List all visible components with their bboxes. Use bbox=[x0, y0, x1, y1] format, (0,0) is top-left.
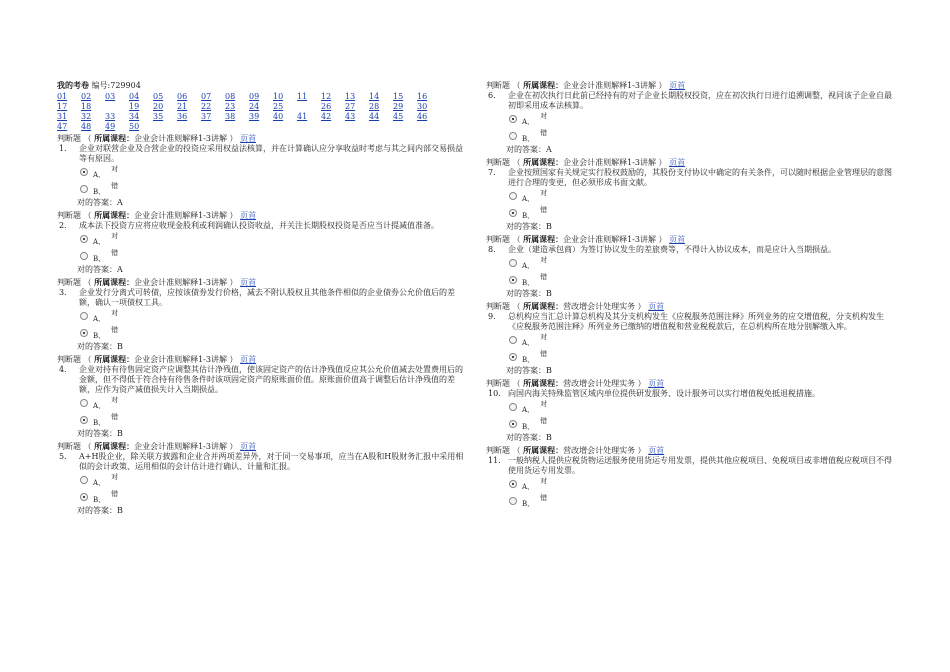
paren-close: ） bbox=[229, 211, 241, 220]
option-key: B、 bbox=[522, 135, 535, 143]
course-name: 企业会计准则解释1-3讲解 bbox=[563, 158, 659, 167]
question-number: 2. bbox=[59, 221, 67, 230]
paren-close: ） bbox=[658, 81, 670, 90]
option-text: 对 bbox=[111, 309, 119, 317]
question-text: 向国内海关特殊监管区域内单位提供研发服务、设计服务可以实行增值税免抵退税措施。 bbox=[508, 389, 820, 398]
option-a[interactable] bbox=[509, 332, 896, 349]
option-text: 对 bbox=[540, 256, 548, 264]
question bbox=[57, 210, 467, 276]
option-key: B、 bbox=[93, 496, 106, 504]
nav-gap bbox=[105, 102, 129, 112]
option-key: B、 bbox=[522, 212, 535, 220]
course-name: 企业会计准则解释1-3讲解 bbox=[134, 278, 230, 287]
radio-option-a[interactable] bbox=[80, 168, 88, 176]
question-number: 8. bbox=[488, 245, 496, 254]
question-link-08[interactable]: 08 bbox=[225, 92, 236, 101]
option-a[interactable] bbox=[509, 476, 896, 493]
top-link[interactable]: 页首 bbox=[240, 442, 257, 451]
question-header bbox=[486, 157, 896, 168]
question-header bbox=[486, 378, 896, 389]
question-type: 判断题 bbox=[486, 81, 513, 90]
question-link-04[interactable]: 04 bbox=[129, 92, 140, 101]
question-link-05[interactable]: 05 bbox=[153, 92, 164, 101]
question-link-38[interactable]: 38 bbox=[225, 112, 236, 121]
option-text: 错 bbox=[111, 413, 119, 421]
question-body bbox=[57, 221, 467, 231]
radio-option-b[interactable] bbox=[80, 493, 88, 501]
question-link-03[interactable]: 03 bbox=[105, 92, 116, 101]
course-label: 所属课程： bbox=[523, 157, 564, 167]
paren-open: （ bbox=[83, 278, 95, 287]
question-number: 10. bbox=[488, 389, 501, 398]
paren-open: （ bbox=[512, 446, 524, 455]
question-header bbox=[57, 133, 467, 144]
question-link-29[interactable]: 29 bbox=[393, 102, 404, 111]
question bbox=[486, 445, 896, 510]
question-link-02[interactable]: 02 bbox=[81, 92, 92, 101]
question-link-15[interactable]: 15 bbox=[393, 92, 404, 101]
question-link-31[interactable]: 31 bbox=[57, 112, 68, 121]
option-text: 错 bbox=[540, 494, 548, 502]
option-key: A、 bbox=[93, 171, 106, 179]
radio-option-b[interactable] bbox=[509, 209, 517, 217]
option-text: 对 bbox=[540, 189, 548, 197]
question-type: 判断题 bbox=[486, 302, 513, 311]
option-key: B、 bbox=[522, 423, 535, 431]
option-a[interactable] bbox=[80, 231, 467, 248]
question-type: 判断题 bbox=[486, 446, 513, 455]
option-a[interactable] bbox=[509, 399, 896, 416]
course-label: 所属课程： bbox=[523, 445, 564, 455]
question-link-36[interactable]: 36 bbox=[177, 112, 188, 121]
question bbox=[57, 354, 467, 440]
option-key: B、 bbox=[93, 188, 106, 196]
correct-answer: 对的答案：B bbox=[506, 222, 552, 231]
question-link-24[interactable]: 24 bbox=[249, 102, 260, 111]
question-link-32[interactable]: 32 bbox=[81, 112, 92, 121]
option-key: A、 bbox=[522, 195, 535, 203]
question-link-16[interactable]: 16 bbox=[417, 92, 428, 101]
option-text: 错 bbox=[111, 182, 119, 190]
question-link-46[interactable]: 46 bbox=[417, 112, 428, 121]
question-text: 成本法下投资方应将应收现金股利或利润确认投资收益，并关注长期股权投资是否应当计提减值准备。 bbox=[79, 221, 439, 230]
question bbox=[486, 234, 896, 300]
right-column bbox=[486, 80, 896, 511]
correct-answer: 对的答案：A bbox=[77, 265, 123, 274]
question-body bbox=[486, 168, 896, 188]
question-number: 4. bbox=[59, 365, 67, 374]
question bbox=[486, 80, 896, 156]
option-key: B、 bbox=[522, 279, 535, 287]
paren-close: ） bbox=[229, 134, 241, 143]
question-header bbox=[57, 354, 467, 365]
option-key: A、 bbox=[93, 238, 106, 246]
option-text: 错 bbox=[540, 206, 548, 214]
course-name: 企业会计准则解释1-3讲解 bbox=[134, 442, 230, 451]
question-link-49[interactable]: 49 bbox=[105, 122, 116, 131]
option-key: B、 bbox=[522, 500, 535, 508]
question-link-01[interactable]: 01 bbox=[57, 92, 68, 101]
option-a[interactable] bbox=[509, 255, 896, 272]
option-key: A、 bbox=[522, 339, 535, 347]
option-text: 对 bbox=[540, 400, 548, 408]
top-link[interactable]: 页首 bbox=[240, 134, 257, 143]
question-number: 1. bbox=[59, 144, 67, 153]
course-name: 营改增会计处理实务 bbox=[563, 302, 638, 311]
radio-option-a[interactable] bbox=[80, 235, 88, 243]
radio-option-b[interactable] bbox=[80, 252, 88, 260]
radio-option-b[interactable] bbox=[80, 329, 88, 337]
radio-option-a[interactable] bbox=[509, 403, 517, 411]
question-body bbox=[57, 452, 467, 472]
paren-open: （ bbox=[83, 211, 95, 220]
paren-open: （ bbox=[83, 355, 95, 364]
question-link-23[interactable]: 23 bbox=[225, 102, 236, 111]
option-text: 对 bbox=[111, 232, 119, 240]
question-link-41[interactable]: 41 bbox=[297, 112, 308, 121]
course-name: 企业会计准则解释1-3讲解 bbox=[563, 81, 659, 90]
question-body bbox=[486, 91, 896, 111]
question-type: 判断题 bbox=[486, 379, 513, 388]
option-key: B、 bbox=[93, 255, 106, 263]
option-text: 对 bbox=[540, 112, 548, 120]
course-name: 企业会计准则解释1-3讲解 bbox=[134, 134, 230, 143]
exam-header bbox=[57, 80, 467, 91]
top-link[interactable]: 页首 bbox=[648, 302, 665, 311]
option-a[interactable] bbox=[80, 164, 467, 181]
option-b[interactable] bbox=[80, 412, 467, 429]
question-type: 判断题 bbox=[57, 442, 84, 451]
question-link-48[interactable]: 48 bbox=[81, 122, 92, 131]
course-name: 企业会计准则解释1-3讲解 bbox=[134, 355, 230, 364]
correct-answer: 对的答案：B bbox=[506, 433, 552, 442]
paren-close: ） bbox=[637, 302, 649, 311]
question-number: 7. bbox=[488, 168, 496, 177]
question-body bbox=[486, 245, 896, 255]
correct-answer: 对的答案：B bbox=[506, 289, 552, 298]
question-text: 总机构应当汇总计算总机构及其分支机构发生《应税服务范围注释》所列业务的应交增值税，分支机构发生《应税服务范围注释》所列业务已缴纳的增值税和营业税税款后，在总机构所在地分别解缴入库。 bbox=[508, 312, 884, 331]
radio-option-a[interactable] bbox=[509, 115, 517, 123]
radio-option-a[interactable] bbox=[509, 480, 517, 488]
question bbox=[57, 441, 467, 517]
option-text: 对 bbox=[111, 396, 119, 404]
nav-gap bbox=[297, 102, 321, 112]
radio-option-b[interactable] bbox=[509, 420, 517, 428]
paren-open: （ bbox=[83, 134, 95, 143]
option-key: A、 bbox=[93, 479, 106, 487]
option-text: 对 bbox=[540, 333, 548, 341]
question-number: 6. bbox=[488, 91, 496, 100]
question-link-47[interactable]: 47 bbox=[57, 122, 68, 131]
course-label: 所属课程： bbox=[523, 80, 564, 90]
question-text: 企业按照国家有关规定实行股权鼓励的，其股份支付协议中确定的有关条件，可以随时根据企业管理层的意图进行合理的变更，但必须形成书面文献。 bbox=[508, 168, 892, 187]
question-link-10[interactable]: 10 bbox=[273, 92, 284, 101]
question bbox=[486, 157, 896, 233]
question-type: 判断题 bbox=[57, 355, 84, 364]
question-link-30[interactable]: 30 bbox=[417, 102, 428, 111]
option-b[interactable] bbox=[80, 248, 467, 265]
radio-option-b[interactable] bbox=[509, 353, 517, 361]
question-type: 判断题 bbox=[57, 278, 84, 287]
question-type: 判断题 bbox=[486, 235, 513, 244]
question-header bbox=[486, 234, 896, 245]
correct-answer: 对的答案：B bbox=[77, 506, 123, 515]
paren-open: （ bbox=[512, 81, 524, 90]
exam-code: 编号:729904 bbox=[91, 81, 141, 90]
course-name: 营改增会计处理实务 bbox=[563, 446, 638, 455]
course-label: 所属课程： bbox=[94, 133, 135, 143]
correct-answer: 对的答案：A bbox=[506, 145, 552, 154]
option-text: 错 bbox=[111, 326, 119, 334]
question-link-44[interactable]: 44 bbox=[369, 112, 380, 121]
top-link[interactable]: 页首 bbox=[669, 235, 686, 244]
question-type: 判断题 bbox=[486, 158, 513, 167]
paren-close: ） bbox=[637, 379, 649, 388]
question-link-18[interactable]: 18 bbox=[81, 102, 92, 111]
question-text: 企业对联营企业及合营企业的投资应采用权益法核算，并在计算确认应分享收益时考虑与其之间内部交易损益等有原因。 bbox=[79, 144, 463, 163]
option-key: A、 bbox=[522, 118, 535, 126]
paren-open: （ bbox=[83, 442, 95, 451]
correct-answer: 对的答案：B bbox=[77, 429, 123, 438]
question-link-22[interactable]: 22 bbox=[201, 102, 212, 111]
course-label: 所属课程： bbox=[523, 234, 564, 244]
question-body bbox=[57, 365, 467, 395]
radio-option-a[interactable] bbox=[80, 476, 88, 484]
correct-answer: 对的答案：A bbox=[77, 198, 123, 207]
question-link-13[interactable]: 13 bbox=[345, 92, 356, 101]
question-link-25[interactable]: 25 bbox=[273, 102, 284, 111]
option-a[interactable] bbox=[80, 472, 467, 489]
question-header bbox=[486, 301, 896, 312]
radio-option-a[interactable] bbox=[509, 259, 517, 267]
question-type: 判断题 bbox=[57, 134, 84, 143]
question-link-35[interactable]: 35 bbox=[153, 112, 164, 121]
question-link-17[interactable]: 17 bbox=[57, 102, 68, 111]
option-a[interactable] bbox=[80, 308, 467, 325]
course-label: 所属课程： bbox=[94, 277, 135, 287]
course-name: 企业会计准则解释1-3讲解 bbox=[563, 235, 659, 244]
question-link-20[interactable]: 20 bbox=[153, 102, 164, 111]
top-link[interactable]: 页首 bbox=[648, 446, 665, 455]
question-header bbox=[486, 80, 896, 91]
question bbox=[57, 277, 467, 353]
option-key: A、 bbox=[93, 315, 106, 323]
option-b[interactable] bbox=[509, 416, 896, 433]
question-link-21[interactable]: 21 bbox=[177, 102, 188, 111]
option-b[interactable] bbox=[509, 205, 896, 222]
question-header bbox=[57, 277, 467, 288]
option-key: B、 bbox=[522, 356, 535, 364]
paren-close: ） bbox=[229, 278, 241, 287]
option-b[interactable] bbox=[509, 272, 896, 289]
course-label: 所属课程： bbox=[523, 378, 564, 388]
question-link-43[interactable]: 43 bbox=[345, 112, 356, 121]
question-link-42[interactable]: 42 bbox=[321, 112, 332, 121]
option-key: A、 bbox=[522, 262, 535, 270]
course-label: 所属课程： bbox=[94, 210, 135, 220]
top-link[interactable]: 页首 bbox=[669, 81, 686, 90]
question-link-06[interactable]: 06 bbox=[177, 92, 188, 101]
top-link[interactable]: 页首 bbox=[240, 278, 257, 287]
question bbox=[486, 301, 896, 377]
question-text: A+H股企业，除关联方披露和企业合并两项差异外，对于同一交易事项，应当在A股和H股财务汇报中采用相似的会计政策、运用相似的会计估计进行确认、计量和汇报。 bbox=[79, 452, 464, 471]
question-header bbox=[57, 210, 467, 221]
top-link[interactable]: 页首 bbox=[648, 379, 665, 388]
option-a[interactable] bbox=[509, 111, 896, 128]
top-link[interactable]: 页首 bbox=[240, 211, 257, 220]
question-body bbox=[486, 456, 896, 476]
question-link-26[interactable]: 26 bbox=[321, 102, 332, 111]
question-header bbox=[57, 441, 467, 452]
course-label: 所属课程： bbox=[94, 441, 135, 451]
question-body bbox=[486, 389, 896, 399]
paren-close: ） bbox=[658, 235, 670, 244]
left-column bbox=[57, 80, 467, 518]
question-link-12[interactable]: 12 bbox=[321, 92, 332, 101]
question-text: 企业发行分离式可转债，应按该债券发行价格，减去不附认股权且其他条件相似的企业债券公允价值后的差额，确认一项债权工具。 bbox=[79, 288, 455, 307]
question-link-27[interactable]: 27 bbox=[345, 102, 356, 111]
option-key: B、 bbox=[93, 332, 106, 340]
correct-answer: 对的答案：B bbox=[77, 342, 123, 351]
course-name: 营改增会计处理实务 bbox=[563, 379, 638, 388]
question-body bbox=[57, 288, 467, 308]
radio-option-a[interactable] bbox=[509, 336, 517, 344]
question-link-07[interactable]: 07 bbox=[201, 92, 212, 101]
option-text: 错 bbox=[540, 350, 548, 358]
question-body bbox=[57, 144, 467, 164]
question-number: 11. bbox=[488, 456, 501, 465]
option-key: A、 bbox=[93, 402, 106, 410]
radio-option-b[interactable] bbox=[509, 497, 517, 505]
paren-close: ） bbox=[229, 355, 241, 364]
paren-open: （ bbox=[512, 302, 524, 311]
question-body bbox=[486, 312, 896, 332]
top-link[interactable]: 页首 bbox=[669, 158, 686, 167]
question-text: 企业在初次执行日此前已经持有的对子企业长期股权投资，应在初次执行日进行追溯调整，视同该子企业自最初即采用成本法核算。 bbox=[508, 91, 892, 110]
course-name: 企业会计准则解释1-3讲解 bbox=[134, 211, 230, 220]
option-b[interactable] bbox=[509, 128, 896, 145]
option-key: A、 bbox=[522, 483, 535, 491]
question-number-nav bbox=[57, 92, 467, 132]
option-text: 对 bbox=[111, 165, 119, 173]
page-title: 我的考卷 bbox=[57, 80, 89, 90]
question-header bbox=[486, 445, 896, 456]
option-b[interactable] bbox=[80, 325, 467, 342]
option-text: 错 bbox=[540, 273, 548, 281]
question-link-09[interactable]: 09 bbox=[249, 92, 260, 101]
question-type: 判断题 bbox=[57, 211, 84, 220]
option-text: 对 bbox=[111, 473, 119, 481]
question-number: 3. bbox=[59, 288, 67, 297]
radio-option-a[interactable] bbox=[509, 192, 517, 200]
correct-answer: 对的答案：B bbox=[506, 366, 552, 375]
option-text: 错 bbox=[540, 417, 548, 425]
question bbox=[486, 378, 896, 444]
paren-close: ） bbox=[637, 446, 649, 455]
radio-option-b[interactable] bbox=[509, 132, 517, 140]
question-link-33[interactable]: 33 bbox=[105, 112, 116, 121]
question-text: 企业（建造承包商）为签订协议发生的差旅费等，不得计入协议成本，而是应计入当期损益。 bbox=[508, 245, 836, 254]
radio-option-a[interactable] bbox=[80, 312, 88, 320]
option-key: B、 bbox=[93, 419, 106, 427]
paren-close: ） bbox=[658, 158, 670, 167]
radio-option-b[interactable] bbox=[80, 416, 88, 424]
paren-open: （ bbox=[512, 235, 524, 244]
option-b[interactable] bbox=[509, 349, 896, 366]
option-b[interactable] bbox=[509, 493, 896, 510]
radio-option-b[interactable] bbox=[80, 185, 88, 193]
paren-open: （ bbox=[512, 379, 524, 388]
question-link-37[interactable]: 37 bbox=[201, 112, 212, 121]
course-label: 所属课程： bbox=[94, 354, 135, 364]
option-text: 错 bbox=[111, 490, 119, 498]
question bbox=[57, 133, 467, 209]
question-number: 5. bbox=[59, 452, 67, 461]
radio-option-a[interactable] bbox=[80, 399, 88, 407]
question-link-39[interactable]: 39 bbox=[249, 112, 260, 121]
question-link-11[interactable]: 11 bbox=[297, 92, 308, 101]
option-b[interactable] bbox=[80, 181, 467, 198]
option-text: 错 bbox=[540, 129, 548, 137]
question-link-28[interactable]: 28 bbox=[369, 102, 380, 111]
option-key: A、 bbox=[522, 406, 535, 414]
option-a[interactable] bbox=[509, 188, 896, 205]
question-link-50[interactable]: 50 bbox=[129, 122, 140, 131]
question-text: 一般纳税人提供应税货物运送服务使用货运专用发票，提供其他应税项目、免税项目或非增值税应税项目不得使用货运专用发票。 bbox=[508, 456, 892, 475]
radio-option-b[interactable] bbox=[509, 276, 517, 284]
option-text: 错 bbox=[111, 249, 119, 257]
question-text: 企业对持有待售固定资产应调整其估计净残值，使该固定资产的估计净残值反应其公允价值减去处置费用后的金额，但不得低于符合持有待售条件时该项固定资产的原账面价值。原账面价值高于调整后估计净残值的差额，应作为资产减值损失计入当期损益。 bbox=[79, 365, 463, 394]
question-link-45[interactable]: 45 bbox=[393, 112, 404, 121]
question-link-34[interactable]: 34 bbox=[129, 112, 140, 121]
question-link-40[interactable]: 40 bbox=[273, 112, 284, 121]
course-label: 所属课程： bbox=[523, 301, 564, 311]
option-b[interactable] bbox=[80, 489, 467, 506]
top-link[interactable]: 页首 bbox=[240, 355, 257, 364]
option-text: 对 bbox=[540, 477, 548, 485]
option-a[interactable] bbox=[80, 395, 467, 412]
question-link-14[interactable]: 14 bbox=[369, 92, 380, 101]
paren-close: ） bbox=[229, 442, 241, 451]
question-number: 9. bbox=[488, 312, 496, 321]
paren-open: （ bbox=[512, 158, 524, 167]
question-link-19[interactable]: 19 bbox=[129, 102, 140, 111]
